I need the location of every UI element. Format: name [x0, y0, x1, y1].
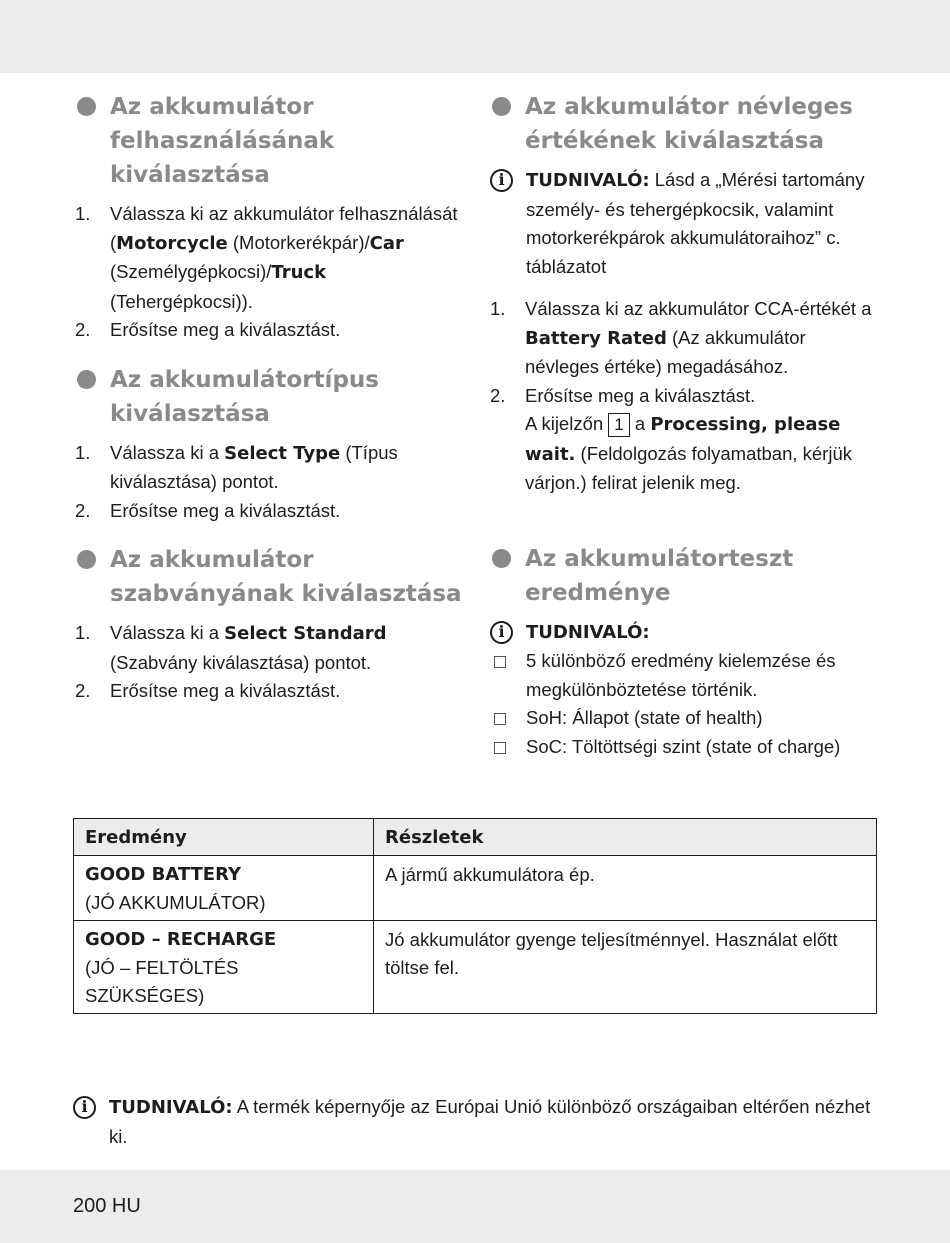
checkbox-list: [490, 647, 880, 761]
step-list: [75, 439, 465, 526]
square-bullet-icon: [494, 713, 506, 725]
section-heading: Az akkumulátorteszt eredménye: [490, 542, 880, 610]
display-reference-number: 1: [608, 413, 629, 437]
step-item: 1. Válassza ki az akkumulátor CCA-értékét a Battery Rated (Az akkumulátor névleges értéke) megadásához.: [490, 298, 872, 377]
table-row: [74, 921, 877, 1014]
column-header-result: Eredmény: [74, 819, 374, 856]
square-bullet-icon: [494, 742, 506, 754]
list-item: 5 különböző eredmény kielemzése és megkülönböztetése történik.: [490, 647, 880, 704]
results-table: [73, 818, 877, 1014]
list-item: SoC: Töltöttségi szint (state of charge): [490, 733, 880, 762]
table-row: [74, 856, 877, 921]
bullet-dot-icon: [77, 370, 96, 389]
step-item: 1. Válassza ki a Select Standard (Szabvány kiválasztása) pontot.: [75, 622, 387, 673]
result-cell: GOOD BATTERY (JÓ AKKUMULÁTOR): [74, 856, 374, 921]
step-list: [75, 200, 465, 345]
step-item: 2. Erősítse meg a kiválasztást.: [75, 319, 341, 340]
section-rated-value-selection: [490, 90, 880, 498]
info-icon: [490, 621, 513, 644]
result-cell: GOOD – RECHARGE (JÓ – FELTÖLTÉS SZÜKSÉGES): [74, 921, 374, 1014]
page-number: 200 HU: [73, 1195, 141, 1217]
note: i TUDNIVALÓ:: [490, 618, 880, 648]
step-item: 1. Válassza ki az akkumulátor felhasználását (Motorcycle (Motorkerékpár)/Car (Személygépkocsi)/Truck (Tehergépkocsi)).: [75, 203, 458, 312]
note: i TUDNIVALÓ: Lásd a „Mérési tartomány személy- és tehergépkocsik, valamint motorkerékpárok akkumulátoraihoz” c. táblázatot: [490, 166, 880, 281]
footnote: i TUDNIVALÓ: A termék képernyője az Európai Unió különböző országaiban eltérően nézhet ki.: [73, 1093, 873, 1151]
bullet-dot-icon: [492, 549, 511, 568]
bullet-dot-icon: [492, 97, 511, 116]
right-column: [490, 90, 880, 779]
step-list: [490, 295, 880, 498]
section-type-selection: [75, 363, 465, 526]
column-header-details: Részletek: [374, 819, 877, 856]
step-item: 2. Erősítse meg a kiválasztást.: [75, 499, 341, 521]
table-header-row: [74, 819, 877, 856]
step-item: 2. Erősítse meg a kiválasztást.: [75, 680, 341, 701]
step-list: [75, 619, 465, 706]
footer-band: [0, 1170, 950, 1243]
info-icon: [490, 169, 513, 192]
list-item: SoH: Állapot (state of health): [490, 704, 880, 733]
section-standard-selection: [75, 543, 465, 706]
bullet-dot-icon: [77, 550, 96, 569]
bullet-dot-icon: [77, 97, 96, 116]
section-usage-selection: [75, 90, 465, 345]
section-heading: Az akkumulátor felhasználásának kiválasztása: [75, 90, 465, 192]
section-heading: Az akkumulátor névleges értékének kiválasztása: [490, 90, 880, 158]
section-heading: Az akkumulátortípus kiválasztása: [75, 363, 465, 431]
step-item: 2. Erősítse meg a kiválasztást. A kijelzőn 1 a Processing, please wait. (Feldolgozás folyamatban, kérjük várjon.) felirat jelenik meg.: [490, 384, 852, 493]
section-heading: Az akkumulátor szabványának kiválasztása: [75, 543, 465, 611]
left-column: [75, 90, 465, 724]
details-cell: A jármű akkumulátora ép.: [374, 856, 877, 921]
square-bullet-icon: [494, 656, 506, 668]
info-icon: [73, 1096, 96, 1119]
header-band: [0, 0, 950, 73]
details-cell: Jó akkumulátor gyenge teljesítménnyel. Használat előtt töltse fel.: [374, 921, 877, 1014]
section-test-result: [490, 542, 880, 762]
step-item: 1. Válassza ki a Select Type (Típus kiválasztása) pontot.: [75, 441, 398, 492]
